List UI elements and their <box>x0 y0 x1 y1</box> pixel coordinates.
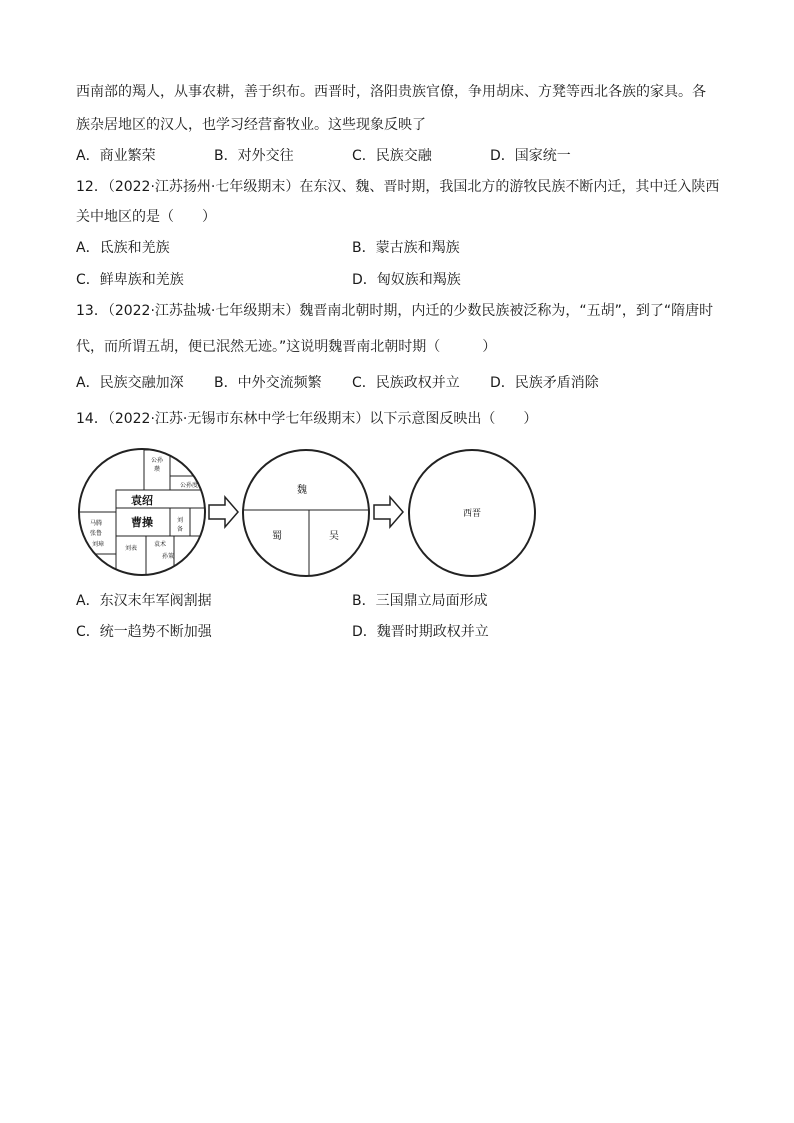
intro-line-2: 族杂居地区的汉人，也学习经营畜牧业。这些现象反映了 <box>76 117 426 133</box>
intro-option-c[interactable]: C．民族交融 <box>352 148 432 164</box>
q12-option-b[interactable]: B．蒙古族和羯族 <box>352 240 460 256</box>
three-kingdoms-circle <box>243 450 369 576</box>
label-yuan-shu: 袁术 <box>153 541 167 548</box>
intro-line-1: 西南部的羯人，从事农耕，善于织布。西晋时，洛阳贵族官僚，争用胡床、方凳等西北各族的家具。各 <box>76 84 706 100</box>
arrow-right-icon <box>374 497 403 527</box>
q12-option-d[interactable]: D．匈奴族和羯族 <box>352 272 461 288</box>
q12-option-c[interactable]: C．鲜卑族和羌族 <box>76 272 184 288</box>
q13-option-b[interactable]: B．中外交流频繁 <box>214 375 322 391</box>
label-liu-zhang: 刘璋 <box>91 541 105 548</box>
intro-option-b[interactable]: B．对外交往 <box>214 148 294 164</box>
intro-option-a[interactable]: A．商业繁荣 <box>76 148 156 164</box>
label-zhang-lu: 张鲁 <box>89 530 103 537</box>
label-shu: 蜀 <box>272 531 282 542</box>
history-diagram <box>76 446 546 580</box>
q14-option-d[interactable]: D．魏晋时期政权并立 <box>352 624 489 640</box>
q14-option-b[interactable]: B．三国鼎立局面形成 <box>352 593 488 609</box>
intro-option-d[interactable]: D．国家统一 <box>490 148 571 164</box>
q13-line-1: 13．（2022·江苏盐城·七年级期末）魏晋南北朝时期，内迁的少数民族被泛称为，“五胡”，到了“隋唐时 <box>76 303 714 319</box>
q14-option-c[interactable]: C．统一趋势不断加强 <box>76 624 212 640</box>
label-gongsun-du: 公孙度 <box>179 482 199 489</box>
label-cao-cao: 曹操 <box>131 516 153 529</box>
q13-line-2: 代，而所谓五胡，便已泯然无迹。”这说明魏晋南北朝时期（ ） <box>76 339 497 355</box>
label-gongsun-zan: 公孙 <box>150 457 164 464</box>
label-yuan-shao: 袁绍 <box>131 494 153 507</box>
q13-option-a[interactable]: A．民族交融加深 <box>76 375 184 391</box>
label-xijin: 西晋 <box>462 509 482 519</box>
arrow-right-icon <box>209 497 238 527</box>
q14-line-1: 14．（2022·江苏·无锡市东林中学七年级期末）以下示意图反映出（ ） <box>76 411 538 427</box>
q12-option-a[interactable]: A．氐族和羌族 <box>76 240 170 256</box>
label-sun-ce: 孙策 <box>161 553 175 560</box>
label-wei: 魏 <box>297 485 307 496</box>
q13-option-d[interactable]: D．民族矛盾消除 <box>490 375 599 391</box>
q14-option-a[interactable]: A．东汉末年军阀割据 <box>76 593 212 609</box>
svg-text:瓒: 瓒 <box>153 466 161 473</box>
label-ma-teng: 马腾 <box>89 520 103 527</box>
q12-line-2: 关中地区的是（ ） <box>76 209 216 225</box>
warlords-circle <box>76 449 210 576</box>
q12-line-1: 12．（2022·江苏扬州·七年级期末）在东汉、魏、晋时期，我国北方的游牧民族不断内迁，其中迁入陕西 <box>76 179 720 195</box>
western-jin-circle <box>409 450 535 576</box>
label-liu-bei: 刘 <box>176 517 184 524</box>
label-wu: 吴 <box>329 531 339 542</box>
q13-option-c[interactable]: C．民族政权并立 <box>352 375 460 391</box>
label-liu-biao: 刘表 <box>124 545 138 552</box>
svg-text:备: 备 <box>176 526 184 533</box>
